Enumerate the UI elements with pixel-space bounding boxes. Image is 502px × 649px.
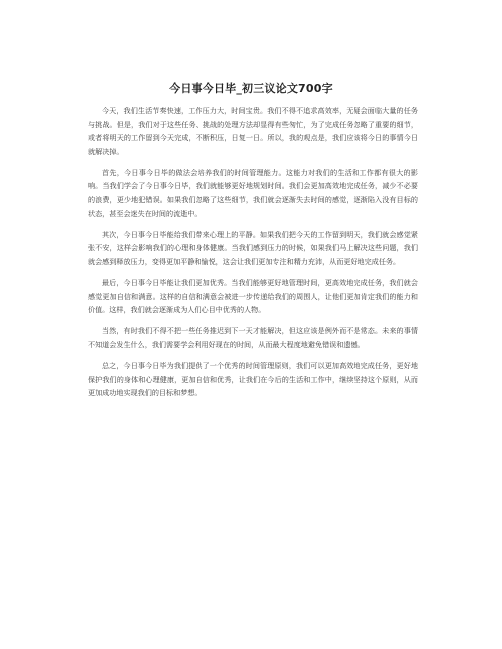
paragraph-5: 当然，有时我们不得不把一些任务推迟到下一天才能解决，但这应该是例外而不是常态。未来的事情不知道会发生什么，我们需要学会利用好现在的时间，从而最大程度地避免错误和遗憾。 — [88, 326, 418, 349]
page-title: 今日事今日毕_初三议论文700字 — [169, 82, 333, 95]
paragraph-3: 其次，今日事今日毕能给我们带来心理上的平静。如果我们把今天的工作留到明天，我们就会感觉紧张不安，这样会影响我们的心理和身体健康。当我们感到压力的时候，如果我们马上解决这些问题，我们就会感到释放压力，变得更加平静和愉悦，这会让我们更加专注和精力充沛，从而更好地完成任务。 — [88, 229, 418, 266]
paragraph-2: 首先，今日事今日毕的做法会培养我们的时间管理能力。这能力对我们的生活和工作都有很大的影响。当我们学会了今日事今日毕，我们就能够更好地规划时间。我们会更加高效地完成任务，减少不必要的浪费，更少地犯错误。如果我们忽略了这些细节，我们就会逐渐失去时间的感觉，逐渐陷入没有目标的状态，甚至会迷失在时间的流逝中。 — [88, 167, 418, 218]
article-body — [88, 104, 418, 407]
paragraph-4: 最后，今日事今日毕能让我们更加优秀。当我们能够更好地管理时间，更高效地完成任务，我们就会感觉更加自信和满意。这样的自信和满意会被进一步传递给我们的周围人，让他们更加肯定我们的能力和价值。这样，我们就会逐渐成为人们心目中优秀的人物。 — [88, 278, 418, 315]
paragraph-1: 今天，我们生活节奏快速，工作压力大，时间宝贵。我们不得不追求高效率，无疑会面临大量的任务与挑战。但是，我们对于这些任务、挑战的处理方法却显得有些匆忙，为了完成任务忽略了重要的细节，或者将明天的工作留到今天完成，不断积压，日复一日。所以，我的观点是，我们应该将今日的事情今日就解决掉。 — [88, 106, 418, 156]
paragraph-6: 总之，今日事今日毕为我们提供了一个优秀的时间管理原则，我们可以更加高效地完成任务，更好地保护我们的身体和心理健康，更加自信和优秀，让我们在今后的生活和工作中，继续坚持这个原则，从而更加成功地实现我们的目标和梦想。 — [88, 361, 418, 398]
